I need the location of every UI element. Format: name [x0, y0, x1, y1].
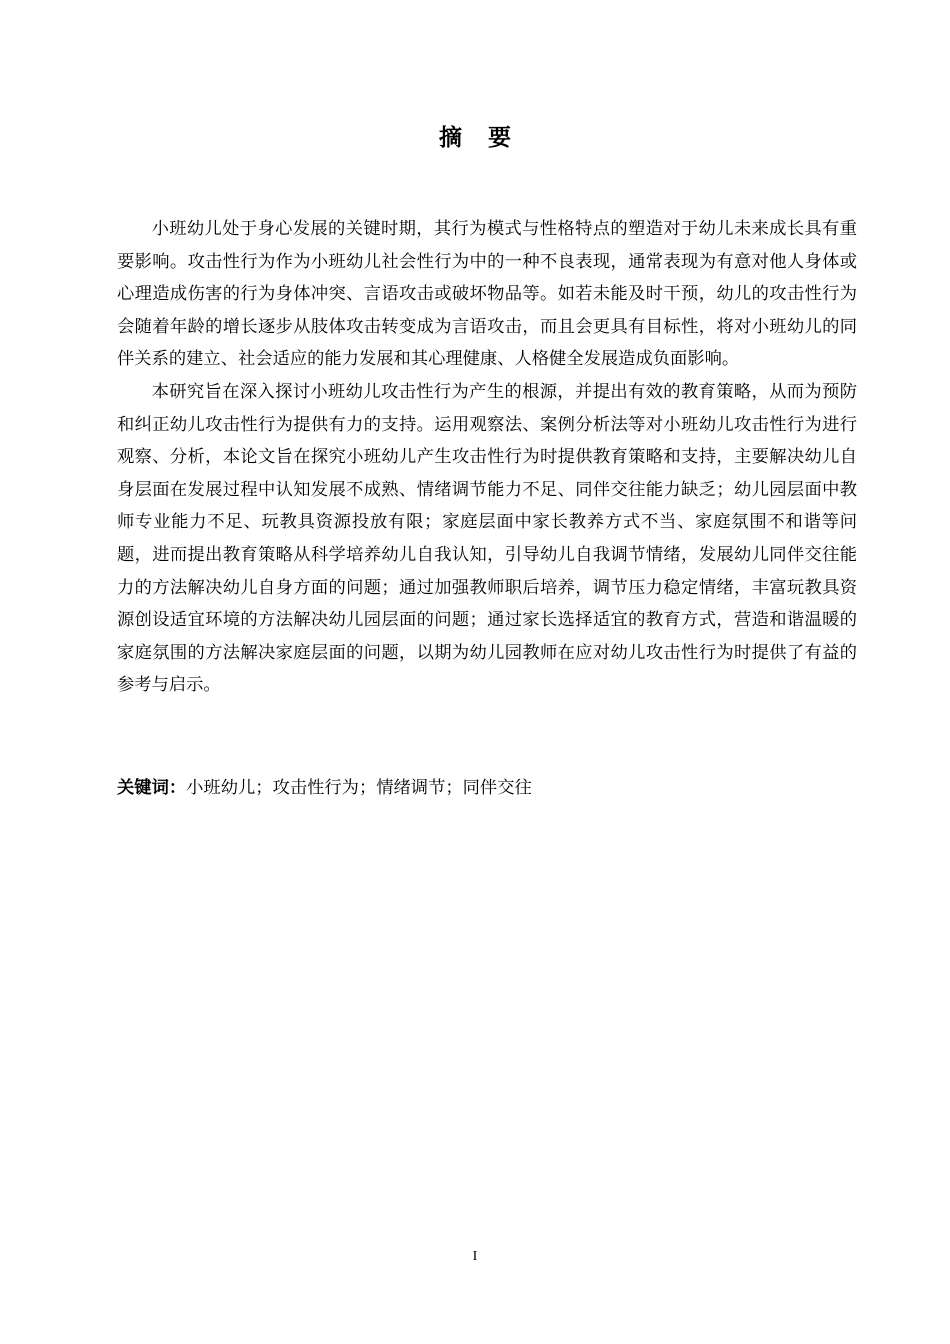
- abstract-paragraph-2: 本研究旨在深入探讨小班幼儿攻击性行为产生的根源，并提出有效的教育策略，从而为预防和纠正幼儿攻击性行为提供有力的支持。运用观察法、案例分析法等对小班幼儿攻击性行为进行观察、分析，本论文旨在探究小班幼儿产生攻击性行为时提供教育策略和支持，主要解决幼儿自身层面在发展过程中认知发展不成熟、情绪调节能力不足、同伴交往能力缺乏；幼儿园层面中教师专业能力不足、玩教具资源投放有限；家庭层面中家长教养方式不当、家庭氛围不和谐等问题，进而提出教育策略从科学培养幼儿自我认知，引导幼儿自我调节情绪，发展幼儿同伴交往能力的方法解决幼儿自身方面的问题；通过加强教师职后培养，调节压力稳定情绪，丰富玩教具资源创设适宜环境的方法解决幼儿园层面的问题；通过家长选择适宜的教育方式，营造和谐温暖的家庭氛围的方法解决家庭层面的问题，以期为幼儿园教师在应对幼儿攻击性行为时提供了有益的参考与启示。: [117, 381, 857, 696]
- keywords-line: [117, 772, 857, 804]
- page-number: I: [472, 1249, 478, 1264]
- abstract-paragraph-1: 小班幼儿处于身心发展的关键时期，其行为模式与性格特点的塑造对于幼儿未来成长具有重要影响。攻击性行为作为小班幼儿社会性行为中的一种不良表现，通常表现为有意对他人身体或心理造成伤害的行为身体冲突、言语攻击或破坏物品等。如若未能及时干预，幼儿的攻击性行为会随着年龄的增长逐步从肢体攻击转变成为言语攻击，而且会更具有目标性，将对小班幼儿的同伴关系的建立、社会适应的能力发展和其心理健康、人格健全发展造成负面影响。: [117, 219, 857, 370]
- keywords-value: 小班幼儿；攻击性行为；情绪调节；同伴交往: [186, 778, 532, 798]
- abstract-title: 摘要: [439, 125, 537, 151]
- abstract-body: [117, 213, 857, 702]
- keywords-label: 关键词：: [117, 778, 187, 798]
